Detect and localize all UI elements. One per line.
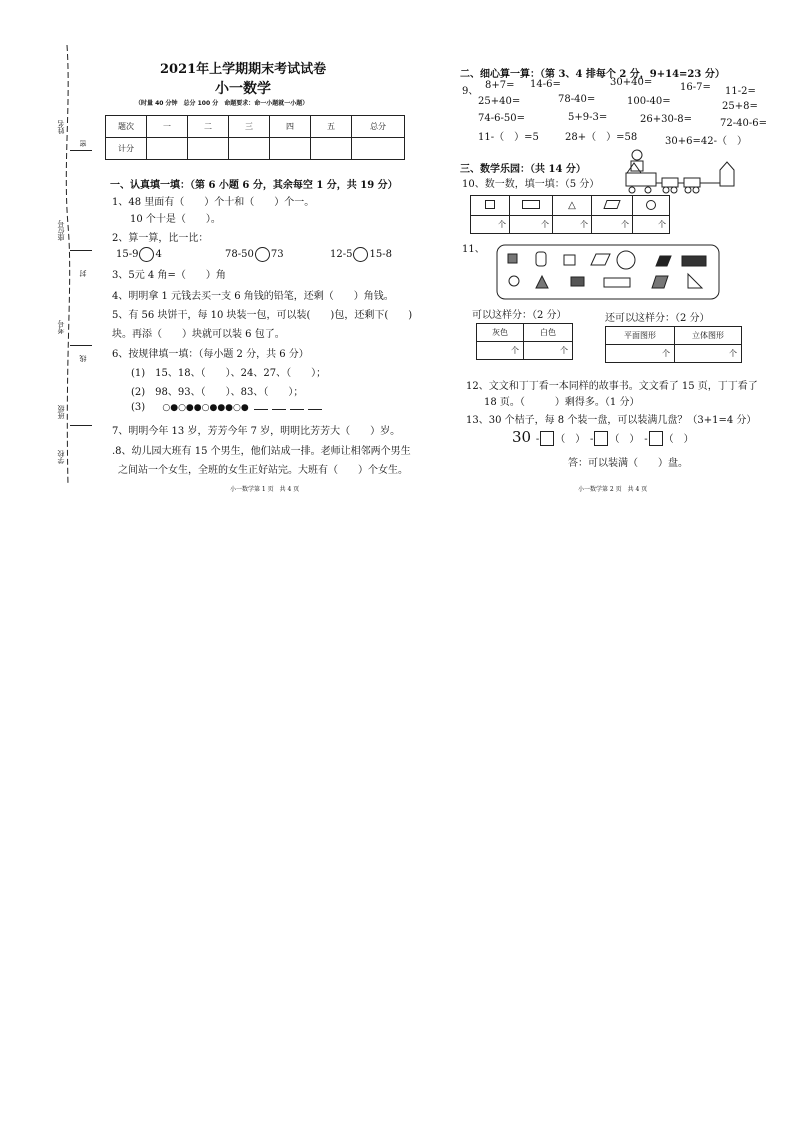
sort-table-dimension-answer: [606, 345, 742, 363]
train-car: [662, 178, 678, 187]
count-answer-row: [471, 216, 670, 234]
score-header-cell: 五: [311, 116, 352, 138]
count-parallelogram-cell: [592, 196, 633, 216]
train-square: [631, 161, 643, 171]
question-6-3: (3) ○●○●●○●●●○●: [131, 402, 324, 413]
sort-col-white: 白色: [524, 324, 573, 342]
question-3: 3、5元 4 角=（ ）角: [112, 270, 226, 281]
sort-table-color: [476, 323, 573, 360]
question-4: 4、明明拿 1 元钱去买一支 6 角钱的铅笔，还剩（ ）角钱。: [112, 291, 394, 302]
calc: 8+7=: [485, 80, 515, 91]
dark-cuboid-icon: [682, 256, 706, 266]
sort-2-label: 还可以这样分：（2 分）: [605, 313, 710, 324]
calc: 78-40=: [558, 94, 596, 105]
circle-pattern: ○●○●●○●●●○●: [162, 403, 249, 413]
score-cell[interactable]: [270, 138, 311, 160]
calc: 72-40-6=: [720, 118, 767, 129]
question-5a: 5、有 56 块饼干，每 10 块装一包，可以装( )包，还剩下( ): [112, 310, 413, 321]
count-table: [470, 195, 670, 234]
name-underline: [70, 150, 92, 151]
cylinder-icon: [536, 252, 546, 266]
triangle-icon: △: [568, 200, 576, 211]
score-cell[interactable]: [147, 138, 188, 160]
gray-parallelogram-icon: [652, 276, 668, 288]
score-table-score-row: [106, 138, 405, 160]
question-12b: 18 页。（ ）剩得多。（1 分）: [484, 397, 640, 408]
question-6: 6、按规律填一填：（每小题 2 分，共 6 分）: [112, 349, 309, 360]
dark-parallelogram-icon: [656, 256, 671, 266]
side-label-class: 班级: [57, 405, 65, 419]
train-engine: [626, 173, 656, 186]
question-8b: 之间站一个女生，全班的女生正好站完。大班有（ ）个女生。: [118, 465, 408, 476]
parallelogram-icon: [603, 200, 620, 209]
score-table: [105, 115, 405, 160]
count-answer-cell[interactable]: 个: [553, 216, 592, 234]
cube-icon: [564, 255, 575, 265]
score-header-cell: 四: [270, 116, 311, 138]
exam-info: （时量 40 分钟 总分 100 分 命题要求：命一小题就一小题）: [135, 100, 309, 107]
calc: 5+9-3=: [568, 112, 608, 123]
gray-cube-icon: [508, 254, 517, 263]
compare-b: 78-50 73: [225, 249, 284, 260]
calc: 26+30-8=: [640, 114, 692, 125]
count-circle-cell: [633, 196, 670, 216]
sort-answer-cell[interactable]: 个: [524, 342, 573, 360]
count-triangle-cell: [553, 196, 592, 216]
count-answer-cell[interactable]: 个: [633, 216, 670, 234]
count-answer-cell[interactable]: 个: [592, 216, 633, 234]
exam-title: 2021年上学期期末考试试卷: [160, 62, 327, 77]
question-1a: 1、48 里面有（ ）个十和（ ）个一。: [112, 197, 315, 208]
calc: 30+6=42-（ ）: [665, 136, 747, 147]
question-6-2: (2) 98、93、（ ）、83、（ ）；: [131, 387, 304, 398]
compare-c: 12-5 15-8: [330, 249, 392, 260]
calc: 11-2=: [725, 86, 756, 97]
question-13-answer: 答：可以装满（ ）盘。: [568, 458, 688, 469]
score-header-cell: 二: [188, 116, 229, 138]
footer-left: 小一数学第 1 页 共 4 页: [230, 486, 300, 493]
question-11: 11、: [462, 244, 485, 255]
side-label-school: 学校: [57, 450, 65, 464]
count-square-cell: [471, 196, 510, 216]
side-label-seat: 座位号: [57, 220, 65, 241]
score-header-cell: 总分: [352, 116, 405, 138]
count-shapes-row: [471, 196, 670, 216]
sort-col-plane: 平面图形: [606, 327, 675, 345]
score-cell[interactable]: [229, 138, 270, 160]
right-triangle-icon: [688, 274, 702, 288]
compare-circle-a[interactable]: [139, 247, 154, 262]
score-header-cell: 题次: [106, 116, 147, 138]
pattern-blank[interactable]: [290, 409, 304, 410]
gray-cuboid-icon: [571, 277, 584, 286]
calc: 25+8=: [722, 101, 758, 112]
shape-train-picture: [622, 148, 742, 196]
side-label-name: 姓名: [57, 120, 65, 134]
sort-table-color-header: [477, 324, 573, 342]
binding-dashed-line: [62, 45, 72, 485]
side-label-exam-no: 考号: [57, 320, 65, 334]
seat-underline: [70, 250, 92, 251]
sort-col-gray: 灰色: [477, 324, 524, 342]
question-9: 9、: [462, 86, 479, 97]
equation-start: 30: [512, 428, 532, 446]
section-3-heading: 三、数学乐园：（共 14 分）: [460, 164, 586, 175]
footer-right: 小一数学第 2 页 共 4 页: [578, 486, 648, 493]
pattern-blank[interactable]: [254, 409, 268, 410]
pattern-blank[interactable]: [308, 409, 322, 410]
train-car: [684, 178, 700, 187]
calc: 25+40=: [478, 96, 521, 107]
sort-col-solid: 立体图形: [675, 327, 742, 345]
calc: 100-40=: [627, 96, 671, 107]
sort-table-dimension: [605, 326, 742, 363]
shapes-box-border: [497, 245, 719, 299]
count-answer-cell[interactable]: 个: [510, 216, 553, 234]
circle-icon: [646, 200, 656, 210]
parallelogram-icon: [591, 254, 610, 265]
class-underline: [70, 425, 92, 426]
side-label-dense: 密: [79, 140, 87, 147]
house-shape: [720, 162, 734, 186]
calc: 74-6-50=: [478, 113, 525, 124]
sort-table-dimension-header: [606, 327, 742, 345]
section-2-heading: 二、细心算一算：（第 3、4 排每个 2 分，9+14=23 分）: [460, 69, 725, 80]
sort-answer-cell[interactable]: 个: [675, 345, 742, 363]
calc: 30+40=: [610, 77, 653, 88]
rectangle-icon: [604, 278, 630, 287]
calc: 16-7=: [680, 82, 711, 93]
compare-a: 15-9 4: [116, 249, 162, 260]
rectangle-icon: [522, 200, 540, 209]
section-1-heading: 一、认真填一填：（第 6 小题 6 分，其余每空 1 分，共 19 分）: [110, 180, 398, 191]
sort-answer-cell[interactable]: 个: [606, 345, 675, 363]
question-7: 7、明明今年 13 岁，芳芳今年 7 岁，明明比芳芳大（ ）岁。: [112, 426, 401, 437]
side-label-line: 线: [79, 355, 87, 362]
score-table-header-row: [106, 116, 405, 138]
pattern-blank[interactable]: [272, 409, 286, 410]
question-1b: 10 个十是（ ）。: [130, 214, 221, 225]
sort-table-color-answer: [477, 342, 573, 360]
count-answer-cell[interactable]: 个: [471, 216, 510, 234]
train-circle-top: [632, 150, 642, 160]
count-rectangle-cell: [510, 196, 553, 216]
question-12a: 12、文文和丁丁看一本同样的故事书。文文看了 15 页，丁丁看了: [466, 381, 758, 392]
answer-box[interactable]: [594, 431, 608, 446]
answer-box[interactable]: [649, 431, 663, 446]
score-header-cell: 三: [229, 116, 270, 138]
shapes-box: [496, 244, 720, 300]
question-13-equation: 30 - （ ） - （ ） - （ ）: [512, 428, 694, 446]
calc: 14-6=: [530, 79, 561, 90]
question-6-1: (1) 15、18、（ ）、24、27、（ ）；: [131, 368, 327, 379]
question-2: 2、算一算，比一比：: [112, 233, 209, 244]
sort-answer-cell[interactable]: 个: [477, 342, 524, 360]
square-icon: [485, 200, 495, 209]
compare-circle-b[interactable]: [255, 247, 270, 262]
question-13: 13、30 个桔子，每 8 个装一盘，可以装满几盘？（3+1=4 分）: [466, 415, 757, 426]
score-header-cell: 一: [147, 116, 188, 138]
question-8a: .8、幼儿园大班有 15 个男生，他们站成一排。老师让相邻两个男生: [112, 446, 411, 457]
score-row-label: 计分: [106, 138, 147, 160]
score-cell[interactable]: [352, 138, 405, 160]
calc: 11-（ ）=5: [478, 132, 539, 143]
circle-icon: [617, 251, 635, 269]
score-cell[interactable]: [311, 138, 352, 160]
small-circle-icon: [509, 276, 519, 286]
answer-box[interactable]: [540, 431, 554, 446]
score-cell[interactable]: [188, 138, 229, 160]
question-10: 10、数一数，填一填：（5 分）: [462, 179, 600, 190]
exam-subject: 小一数学: [215, 81, 271, 97]
gray-triangle-icon: [536, 276, 548, 288]
side-label-seal: 封: [79, 270, 87, 277]
exam-no-underline: [70, 345, 92, 346]
sort-1-label: 可以这样分：（2 分）: [472, 310, 567, 321]
question-5b: 块。再添（ ）块就可以装 6 包了。: [112, 329, 285, 340]
calc: 28+（ ）=58: [565, 132, 638, 143]
compare-circle-c[interactable]: [353, 247, 368, 262]
